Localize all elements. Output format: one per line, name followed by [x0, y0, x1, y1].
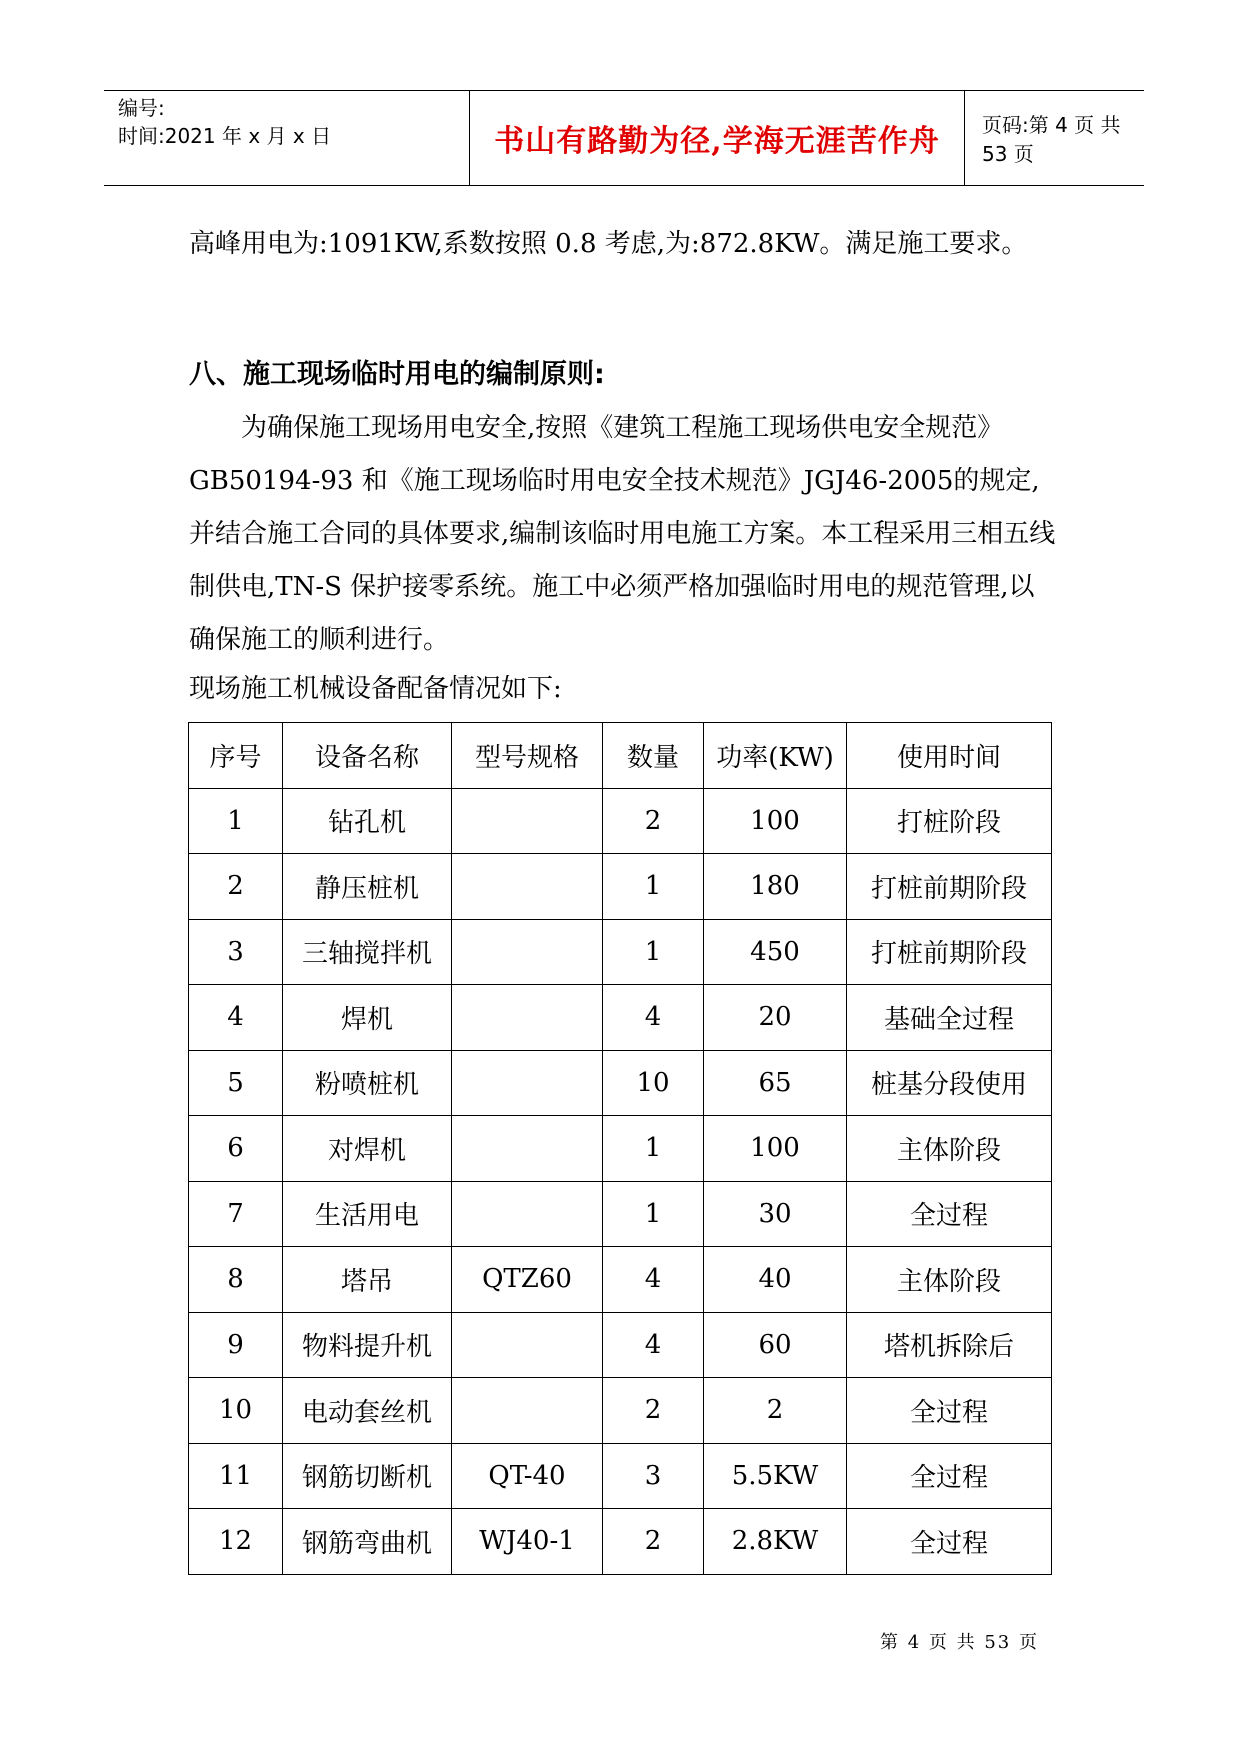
cell-name: 粉喷桩机 [283, 1050, 452, 1116]
cell-power: 5.5KW [704, 1443, 847, 1509]
table-row [189, 1509, 1052, 1575]
header-cell-model: 型号规格 [452, 723, 603, 789]
cell-quantity: 2 [603, 1509, 704, 1575]
table-row [189, 1312, 1052, 1378]
cell-power: 2 [704, 1378, 847, 1444]
body-paragraph-2-block [189, 402, 1059, 667]
cell-name: 钻孔机 [283, 788, 452, 854]
document-number-label: 编号: [118, 96, 165, 120]
cell-power: 40 [704, 1247, 847, 1313]
document-time: 时间:2021 年 x 月 x 日 [118, 124, 332, 148]
cell-usage-time: 全过程 [847, 1378, 1052, 1444]
cell-power: 100 [704, 788, 847, 854]
cell-quantity: 2 [603, 1378, 704, 1444]
equipment-table [188, 722, 1052, 1575]
table-header-row [189, 723, 1052, 789]
cell-usage-time: 全过程 [847, 1443, 1052, 1509]
header-page-code: 页码:第 4 页 共 53 页 [982, 113, 1121, 166]
cell-usage-time: 打桩阶段 [847, 788, 1052, 854]
cell-quantity: 1 [603, 1116, 704, 1182]
cell-index: 11 [189, 1443, 283, 1509]
cell-usage-time: 打桩前期阶段 [847, 919, 1052, 985]
cell-index: 5 [189, 1050, 283, 1116]
cell-power: 20 [704, 985, 847, 1051]
cell-model [452, 985, 603, 1051]
cell-usage-time: 全过程 [847, 1181, 1052, 1247]
table-row [189, 1378, 1052, 1444]
cell-usage-time: 打桩前期阶段 [847, 854, 1052, 920]
cell-index: 8 [189, 1247, 283, 1313]
table-row [189, 1116, 1052, 1182]
cell-quantity: 1 [603, 854, 704, 920]
section-title: 八、施工现场临时用电的编制原则: [189, 359, 605, 390]
cell-quantity: 4 [603, 985, 704, 1051]
cell-model [452, 1116, 603, 1182]
header-cell-usage-time: 使用时间 [847, 723, 1052, 789]
cell-usage-time: 全过程 [847, 1509, 1052, 1575]
cell-index: 2 [189, 854, 283, 920]
body-paragraph-1: 高峰用电为:1091KW,系数按照 0.8 考虑,为:872.8KW。满足施工要求。 [189, 229, 1028, 259]
header-cell-name: 设备名称 [283, 723, 452, 789]
cell-model [452, 919, 603, 985]
table-row [189, 919, 1052, 985]
cell-usage-time: 基础全过程 [847, 985, 1052, 1051]
cell-model [452, 1050, 603, 1116]
table-row [189, 788, 1052, 854]
cell-model [452, 1181, 603, 1247]
cell-model: QTZ60 [452, 1247, 603, 1313]
cell-model [452, 1378, 603, 1444]
cell-power: 30 [704, 1181, 847, 1247]
cell-index: 10 [189, 1378, 283, 1444]
section-title-block [189, 348, 1059, 401]
cell-index: 3 [189, 919, 283, 985]
header-meta [118, 91, 458, 185]
cell-usage-time: 主体阶段 [847, 1116, 1052, 1182]
cell-usage-time: 桩基分段使用 [847, 1050, 1052, 1116]
cell-name: 电动套丝机 [283, 1378, 452, 1444]
cell-name: 钢筋切断机 [283, 1443, 452, 1509]
cell-usage-time: 塔机拆除后 [847, 1312, 1052, 1378]
cell-quantity: 10 [603, 1050, 704, 1116]
body-paragraph-2: 为确保施工现场用电安全,按照《建筑工程施工现场供电安全规范》GB50194-93 和《施工现场临时用电安全技术规范》JGJ46-2005的规定,并结合施工合同的具体要求,编制该临时用电施工方案。本工程采用三相五线制供电,TN-S 保护接零系统。施工中必须严格加强临时用电的规范管理,以确保施工的顺利进行。 [189, 413, 1056, 655]
cell-power: 450 [704, 919, 847, 985]
cell-index: 6 [189, 1116, 283, 1182]
cell-quantity: 4 [603, 1247, 704, 1313]
cell-model [452, 1312, 603, 1378]
cell-power: 180 [704, 854, 847, 920]
cell-name: 物料提升机 [283, 1312, 452, 1378]
cell-index: 7 [189, 1181, 283, 1247]
cell-usage-time: 主体阶段 [847, 1247, 1052, 1313]
cell-model: QT-40 [452, 1443, 603, 1509]
page-header [104, 90, 1144, 186]
table-row [189, 1443, 1052, 1509]
cell-model [452, 788, 603, 854]
table-row [189, 854, 1052, 920]
cell-power: 60 [704, 1312, 847, 1378]
table-row [189, 985, 1052, 1051]
cell-index: 1 [189, 788, 283, 854]
cell-power: 65 [704, 1050, 847, 1116]
cell-quantity: 1 [603, 1181, 704, 1247]
cell-index: 4 [189, 985, 283, 1051]
header-cell-index: 序号 [189, 723, 283, 789]
cell-quantity: 2 [603, 788, 704, 854]
header-cell-quantity: 数量 [603, 723, 704, 789]
cell-quantity: 3 [603, 1443, 704, 1509]
cell-power: 2.8KW [704, 1509, 847, 1575]
cell-quantity: 1 [603, 919, 704, 985]
cell-model [452, 854, 603, 920]
table-row [189, 1181, 1052, 1247]
table-row [189, 1247, 1052, 1313]
table-row [189, 1050, 1052, 1116]
cell-name: 静压桩机 [283, 854, 452, 920]
cell-name: 钢筋弯曲机 [283, 1509, 452, 1575]
cell-index: 9 [189, 1312, 283, 1378]
cell-power: 100 [704, 1116, 847, 1182]
cell-index: 12 [189, 1509, 283, 1575]
cell-name: 生活用电 [283, 1181, 452, 1247]
cell-name: 三轴搅拌机 [283, 919, 452, 985]
page-footer: 第 4 页 共 53 页 [880, 1632, 1039, 1653]
cell-name: 焊机 [283, 985, 452, 1051]
cell-quantity: 4 [603, 1312, 704, 1378]
cell-model: WJ40-1 [452, 1509, 603, 1575]
header-motto: 书山有路勤为径,学海无涯苦作舟 [469, 91, 965, 185]
table-intro: 现场施工机械设备配备情况如下: [189, 674, 562, 704]
cell-name: 塔吊 [283, 1247, 452, 1313]
header-cell-power: 功率(KW) [704, 723, 847, 789]
table-intro-block [189, 663, 1059, 716]
cell-name: 对焊机 [283, 1116, 452, 1182]
body-paragraph-1-block [189, 218, 1059, 271]
